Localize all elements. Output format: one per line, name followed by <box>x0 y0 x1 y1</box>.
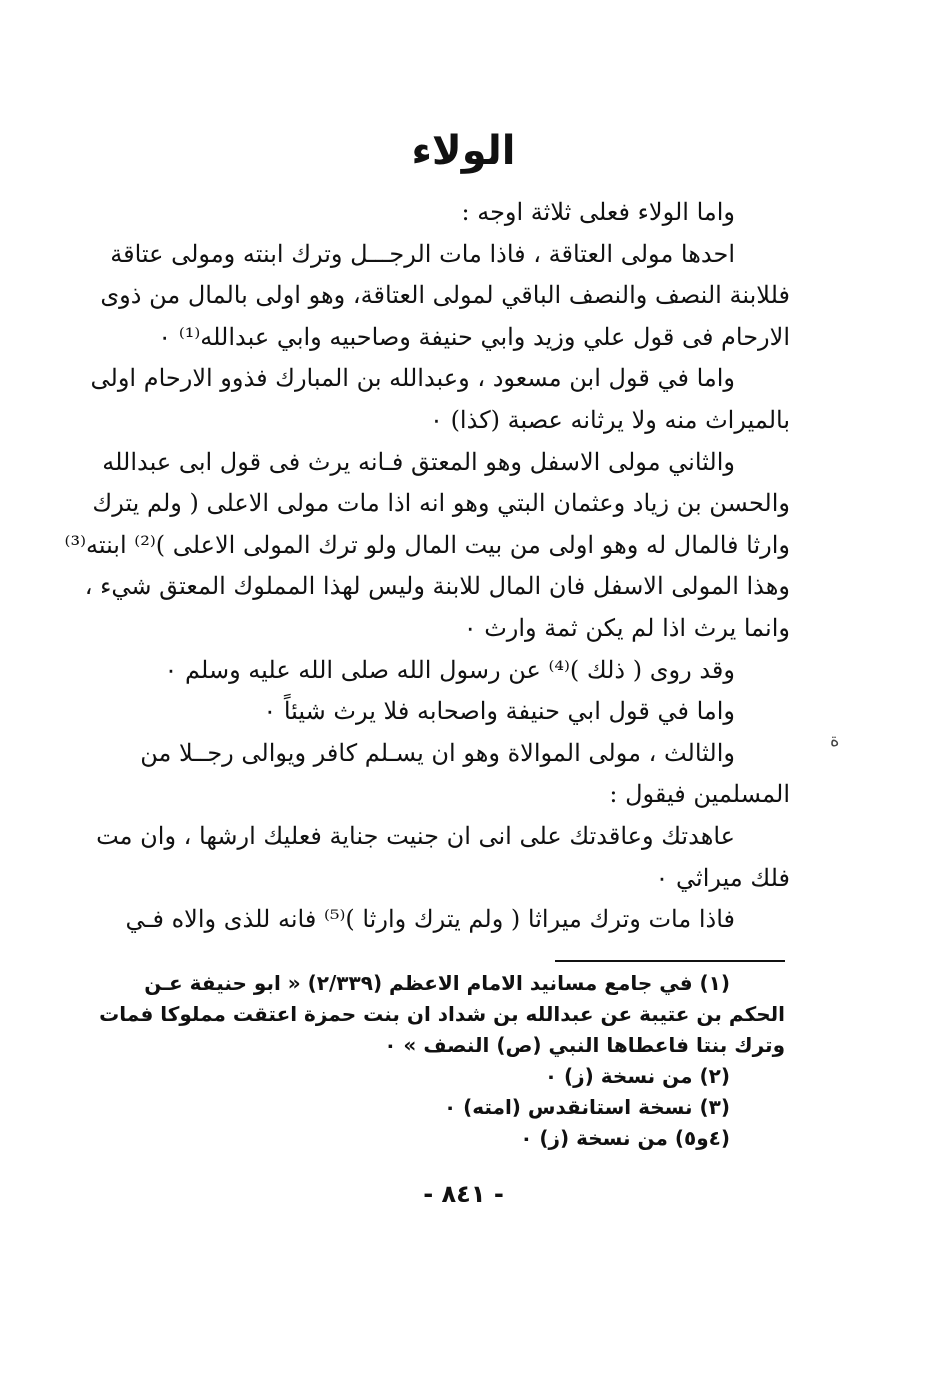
body-line: فللابنة النصف والنصف الباقي لمولى العتاقة، وهو اولى بالمال من ذوى <box>100 281 790 310</box>
page-number: - ٨٤١ - <box>423 1180 504 1208</box>
body-line: واما الولاء فعلى ثلاثة اوجه : <box>461 198 735 226</box>
footnote-line: (١) في جامع مسانيد الامام الاعظم (٢/٣٣٩) « ابو حنيفة عـن <box>144 971 730 995</box>
footnote-divider <box>555 960 785 962</box>
body-line: عاهدتك وعاقدتك على انى ان جنيت جناية فعليك ارشها ، وان مت <box>96 821 735 850</box>
body-line: والثالث ، مولى الموالاة وهو ان يسـلم كافر ويوالى رجــلا من <box>140 738 735 767</box>
body-text <box>64 192 790 941</box>
footnotes <box>99 968 785 1154</box>
page-title: الولاء <box>411 128 516 174</box>
body-line: واما في قول ابي حنيفة واصحابه فلا يرث شيئاً ٠ <box>263 697 735 726</box>
body-line: وارثا فالمال له وهو اولى من بيت المال ولو ترك المولى الاعلى )⁽²⁾ ابنته⁽³⁾ <box>64 530 790 559</box>
body-line: والثاني مولى الاسفل وهو المعتق فـانه يرث فى قول ابى عبدالله <box>102 447 735 476</box>
footnote-line: (٢) من نسخة (ز) ٠ <box>544 1064 730 1088</box>
body-line: فاذا مات وترك ميراثا ( ولم يترك وارثا )⁽⁵⁾ فانه للذى والاه فـي <box>125 905 735 934</box>
footnote-line: (٣) نسخة استانقدس (امته) ٠ <box>443 1095 730 1119</box>
body-line: المسلمين فيقول : <box>609 780 790 809</box>
body-line: بالميراث منه ولا يرثانه عصبة (كذا) ٠ <box>430 405 790 434</box>
body-line: والحسن بن زياد وعثمان البتي وهو انه اذا مات مولى الاعلى ( ولم يترك <box>92 489 790 518</box>
body-line: فلك ميراثي ٠ <box>655 863 790 892</box>
body-line: وهذا المولى الاسفل فان المال للابنة وليس لهذا المملوك المعتق شيء ، <box>84 572 790 601</box>
body-line: الارحام فى قول علي وزيد وابي حنيفة وصاحبيه وابي عبدالله⁽¹⁾ ٠ <box>158 322 790 351</box>
body-line: وقد روى ( ذلك )⁽⁴⁾ عن رسول الله صلى الله عليه وسلم ٠ <box>164 655 735 684</box>
body-line: واما في قول ابن مسعود ، وعبدالله بن المبارك فذوو الارحام اولى <box>90 364 735 393</box>
body-line: احدها مولى العتاقة ، فاذا مات الرجـــل وترك ابنته ومولى عتاقة <box>110 239 735 268</box>
body-line: وانما يرث اذا لم يكن ثمة وارث ٠ <box>463 613 790 642</box>
footnote-line: الحكم بن عتيبة عن عبدالله بن شداد ان بنت حمزة اعتقت مملوكا فمات <box>99 1002 785 1026</box>
margin-mark: ﺓ <box>830 730 840 751</box>
footnote-line: وترك بنتا فاعطاها النبي (ص) النصف » ٠ <box>384 1033 785 1057</box>
footnote-line: (٤و٥) من نسخة (ز) ٠ <box>520 1126 730 1150</box>
